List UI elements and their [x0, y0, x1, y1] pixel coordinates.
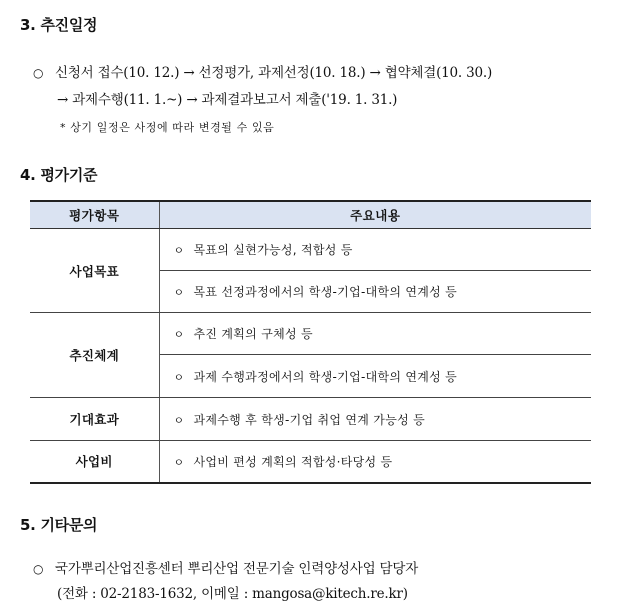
header-evaluation-item: 평가항목: [30, 201, 159, 229]
section-5-title: 5. 기타문의: [20, 516, 98, 534]
contact-line-1: [33, 557, 418, 577]
schedule-line-2: → 과제수행(11. 1.~) → 과제결과보고서 제출('19. 1. 31.): [57, 92, 398, 108]
circle-bullet-icon: ㅇ: [173, 455, 185, 469]
criteria-text: 과제수행 후 학생-기업 취업 연계 가능성 등: [193, 412, 425, 427]
criteria-text: 추진 계획의 구체성 등: [193, 327, 313, 341]
table-header-row: [30, 201, 591, 229]
schedule-note: * 상기 일정은 사정에 따라 변경될 수 있음: [60, 121, 275, 134]
criteria-text: 사업비 편성 계획의 적합성·타당성 등: [193, 454, 393, 469]
table-row: [30, 398, 591, 441]
criteria-item: [159, 441, 591, 483]
contact-text-1: 국가뿌리산업진흥센터 뿌리산업 전문기술 인력양성사업 담당자: [55, 561, 419, 577]
criteria-item: [159, 313, 591, 355]
table-row: [30, 441, 591, 483]
criteria-item: [159, 398, 591, 441]
criteria-text: 과제 수행과정에서의 학생-기업-대학의 연계성 등: [193, 369, 458, 384]
bullet-icon: ○: [33, 66, 44, 80]
section-4-title: 4. 평가기준: [20, 166, 98, 184]
schedule-line-1: [33, 61, 492, 81]
area-business-goal: 사업목표: [30, 229, 159, 313]
criteria-item: [159, 271, 591, 313]
evaluation-criteria-table: [30, 200, 591, 484]
header-main-content: 주요내용: [159, 201, 591, 229]
section-3-title: 3. 추진일정: [20, 16, 98, 34]
criteria-text: 목표 선정과정에서의 학생-기업-대학의 연계성 등: [193, 285, 458, 299]
table-row: [30, 313, 591, 355]
area-promotion-system: 추진체계: [30, 313, 159, 398]
criteria-item: [159, 355, 591, 398]
bullet-icon: ○: [33, 562, 44, 576]
circle-bullet-icon: ㅇ: [173, 286, 185, 299]
table-row: [30, 229, 591, 271]
area-budget: 사업비: [30, 441, 159, 483]
criteria-text: 목표의 실현가능성, 적합성 등: [193, 243, 353, 257]
circle-bullet-icon: ㅇ: [173, 328, 185, 341]
contact-line-2: (전화 : 02-2183-1632, 이메일 : mangosa@kitech.re.kr): [57, 586, 408, 602]
schedule-text-1: 신청서 접수(10. 12.) → 선정평가, 과제선정(10. 18.) → 협약체결(10. 30.): [55, 65, 493, 81]
criteria-item: [159, 229, 591, 271]
circle-bullet-icon: ㅇ: [173, 413, 185, 427]
circle-bullet-icon: ㅇ: [173, 244, 185, 257]
area-expected-effect: 기대효과: [30, 398, 159, 441]
circle-bullet-icon: ㅇ: [173, 370, 185, 384]
